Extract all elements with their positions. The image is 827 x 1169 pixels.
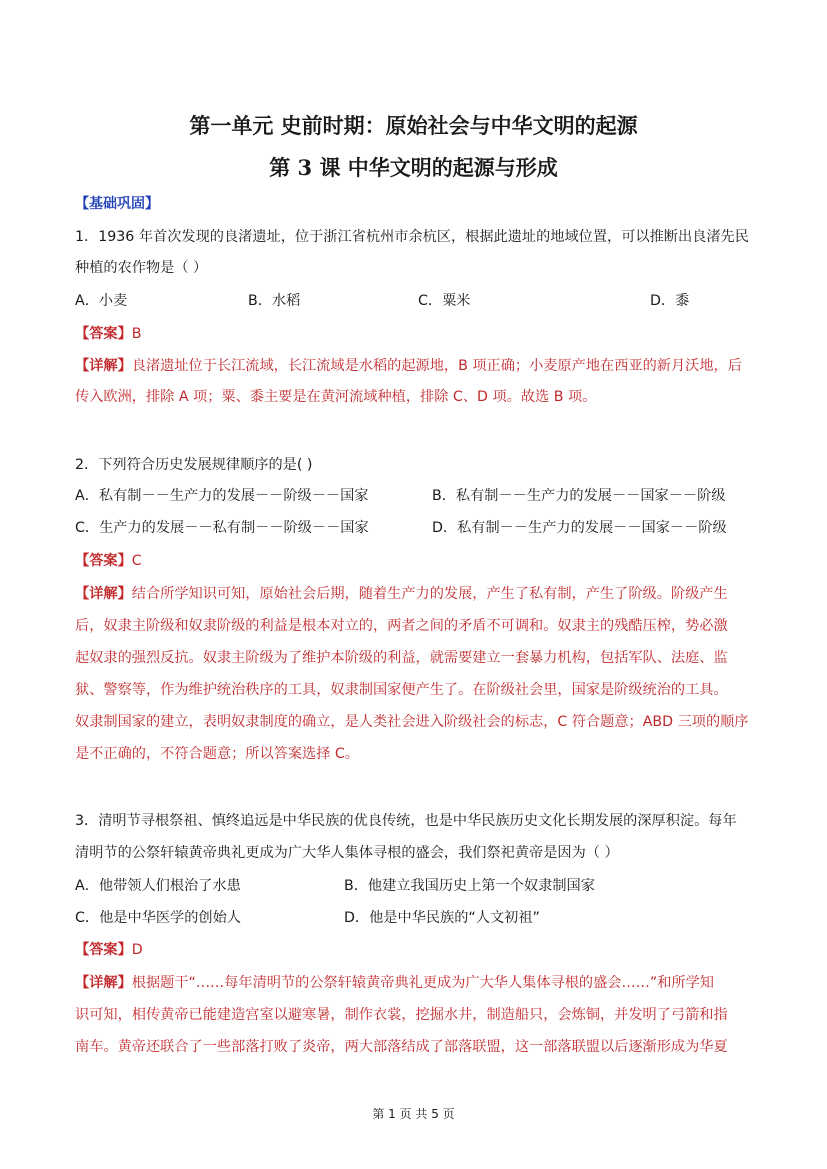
detail-text: 是不正确的，不符合题意；所以答案选择 C。 xyxy=(75,746,359,762)
detail-line xyxy=(75,356,755,376)
detail-tag: 【详解】 xyxy=(75,358,132,374)
unit-title: 第一单元 史前时期：原始社会与中华文明的起源 xyxy=(189,113,638,138)
option-b: B．他建立我国历史上第一个奴隶制国家 xyxy=(344,878,595,894)
question-text: 2．下列符合历史发展规律顺序的是( ) xyxy=(75,457,313,473)
question-text: 3．清明节寻根祭祖、慎终追远是中华民族的优良传统，也是中华民族历史文化长期发展的深厚积淀。每年 xyxy=(75,813,737,829)
question-text: 种植的农作物是（ ） xyxy=(75,260,208,276)
question-text: 1．1936 年首次发现的良渚遗址，位于浙江省杭州市余杭区，根据此遗址的地域位置，可以推断出良渚先民 xyxy=(75,229,749,245)
answer-tag: 【答案】 xyxy=(75,942,132,958)
detail-tag: 【详解】 xyxy=(75,975,132,991)
lesson-title: 第 3 课 中华文明的起源与形成 xyxy=(269,155,558,180)
detail-tag: 【详解】 xyxy=(75,586,132,602)
option-d: D．黍 xyxy=(650,293,690,309)
answer-line xyxy=(75,324,755,344)
option-b: B．私有制－－生产力的发展－－国家－－阶级 xyxy=(432,488,726,504)
detail-text: 结合所学知识可知，原始社会后期，随着生产力的发展，产生了私有制，产生了阶级。阶级产生 xyxy=(131,586,728,602)
option-d: D．私有制－－生产力的发展－－国家－－阶级 xyxy=(432,520,727,536)
page-footer: 第 1 页 共 5 页 xyxy=(372,1107,455,1121)
detail-line xyxy=(75,973,755,993)
detail-text: 良渚遗址位于长江流域，长江流域是水稻的起源地，B 项正确；小麦原产地在西亚的新月沃地，后 xyxy=(131,358,742,374)
answer-tag: 【答案】 xyxy=(75,326,132,342)
detail-text: 起奴隶的强烈反抗。奴隶主阶级为了维护本阶级的利益，就需要建立一套暴力机构，包括军队、法庭、监 xyxy=(75,650,728,666)
answer-value: C xyxy=(131,553,142,569)
detail-line xyxy=(75,584,755,604)
detail-text: 传入欧洲，排除 A 项；粟、黍主要是在黄河流域种植，排除 C、D 项。故选 B 项。 xyxy=(75,389,597,405)
answer-value: D xyxy=(131,942,143,958)
detail-text: 狱、警察等，作为维护统治秩序的工具，奴隶制国家便产生了。在阶级社会里，国家是阶级统治的工具。 xyxy=(75,682,728,698)
option-c: C．他是中华医学的创始人 xyxy=(75,910,241,926)
answer-tag: 【答案】 xyxy=(75,553,132,569)
option-c: C．粟米 xyxy=(418,293,471,309)
option-d: D．他是中华民族的“人文初祖” xyxy=(344,910,540,926)
section-tag: 【基础巩固】 xyxy=(75,196,159,212)
option-b: B．水稻 xyxy=(248,293,301,309)
option-c: C．生产力的发展－－私有制－－阶级－－国家 xyxy=(75,520,369,536)
option-a: A．他带领人们根治了水患 xyxy=(75,878,241,894)
answer-line xyxy=(75,940,755,960)
detail-text: 奴隶制国家的建立，表明奴隶制度的确立，是人类社会进入阶级社会的标志，C 符合题意；ABD 三项的顺序 xyxy=(75,714,749,730)
option-a: A．小麦 xyxy=(75,293,128,309)
option-a: A．私有制－－生产力的发展－－阶级－－国家 xyxy=(75,488,369,504)
detail-text: 根据题干“……每年清明节的公祭轩辕黄帝典礼更成为广大华人集体寻根的盛会……”和所学知 xyxy=(131,975,714,991)
answer-value: B xyxy=(131,326,142,342)
detail-text: 后，奴隶主阶级和奴隶阶级的利益是根本对立的，两者之间的矛盾不可调和。奴隶主的残酷压榨，势必激 xyxy=(75,618,728,634)
answer-line xyxy=(75,551,755,571)
detail-text: 识可知，相传黄帝已能建造宫室以避寒暑，制作衣裳，挖掘水井，制造船只，会炼铜，并发明了弓箭和指 xyxy=(75,1007,728,1023)
detail-text: 南车。黄帝还联合了一些部落打败了炎帝，两大部落结成了部落联盟，这一部落联盟以后逐渐形成为华夏 xyxy=(75,1039,728,1055)
question-text: 清明节的公祭轩辕黄帝典礼更成为广大华人集体寻根的盛会，我们祭祀黄帝是因为（ ） xyxy=(75,845,619,861)
